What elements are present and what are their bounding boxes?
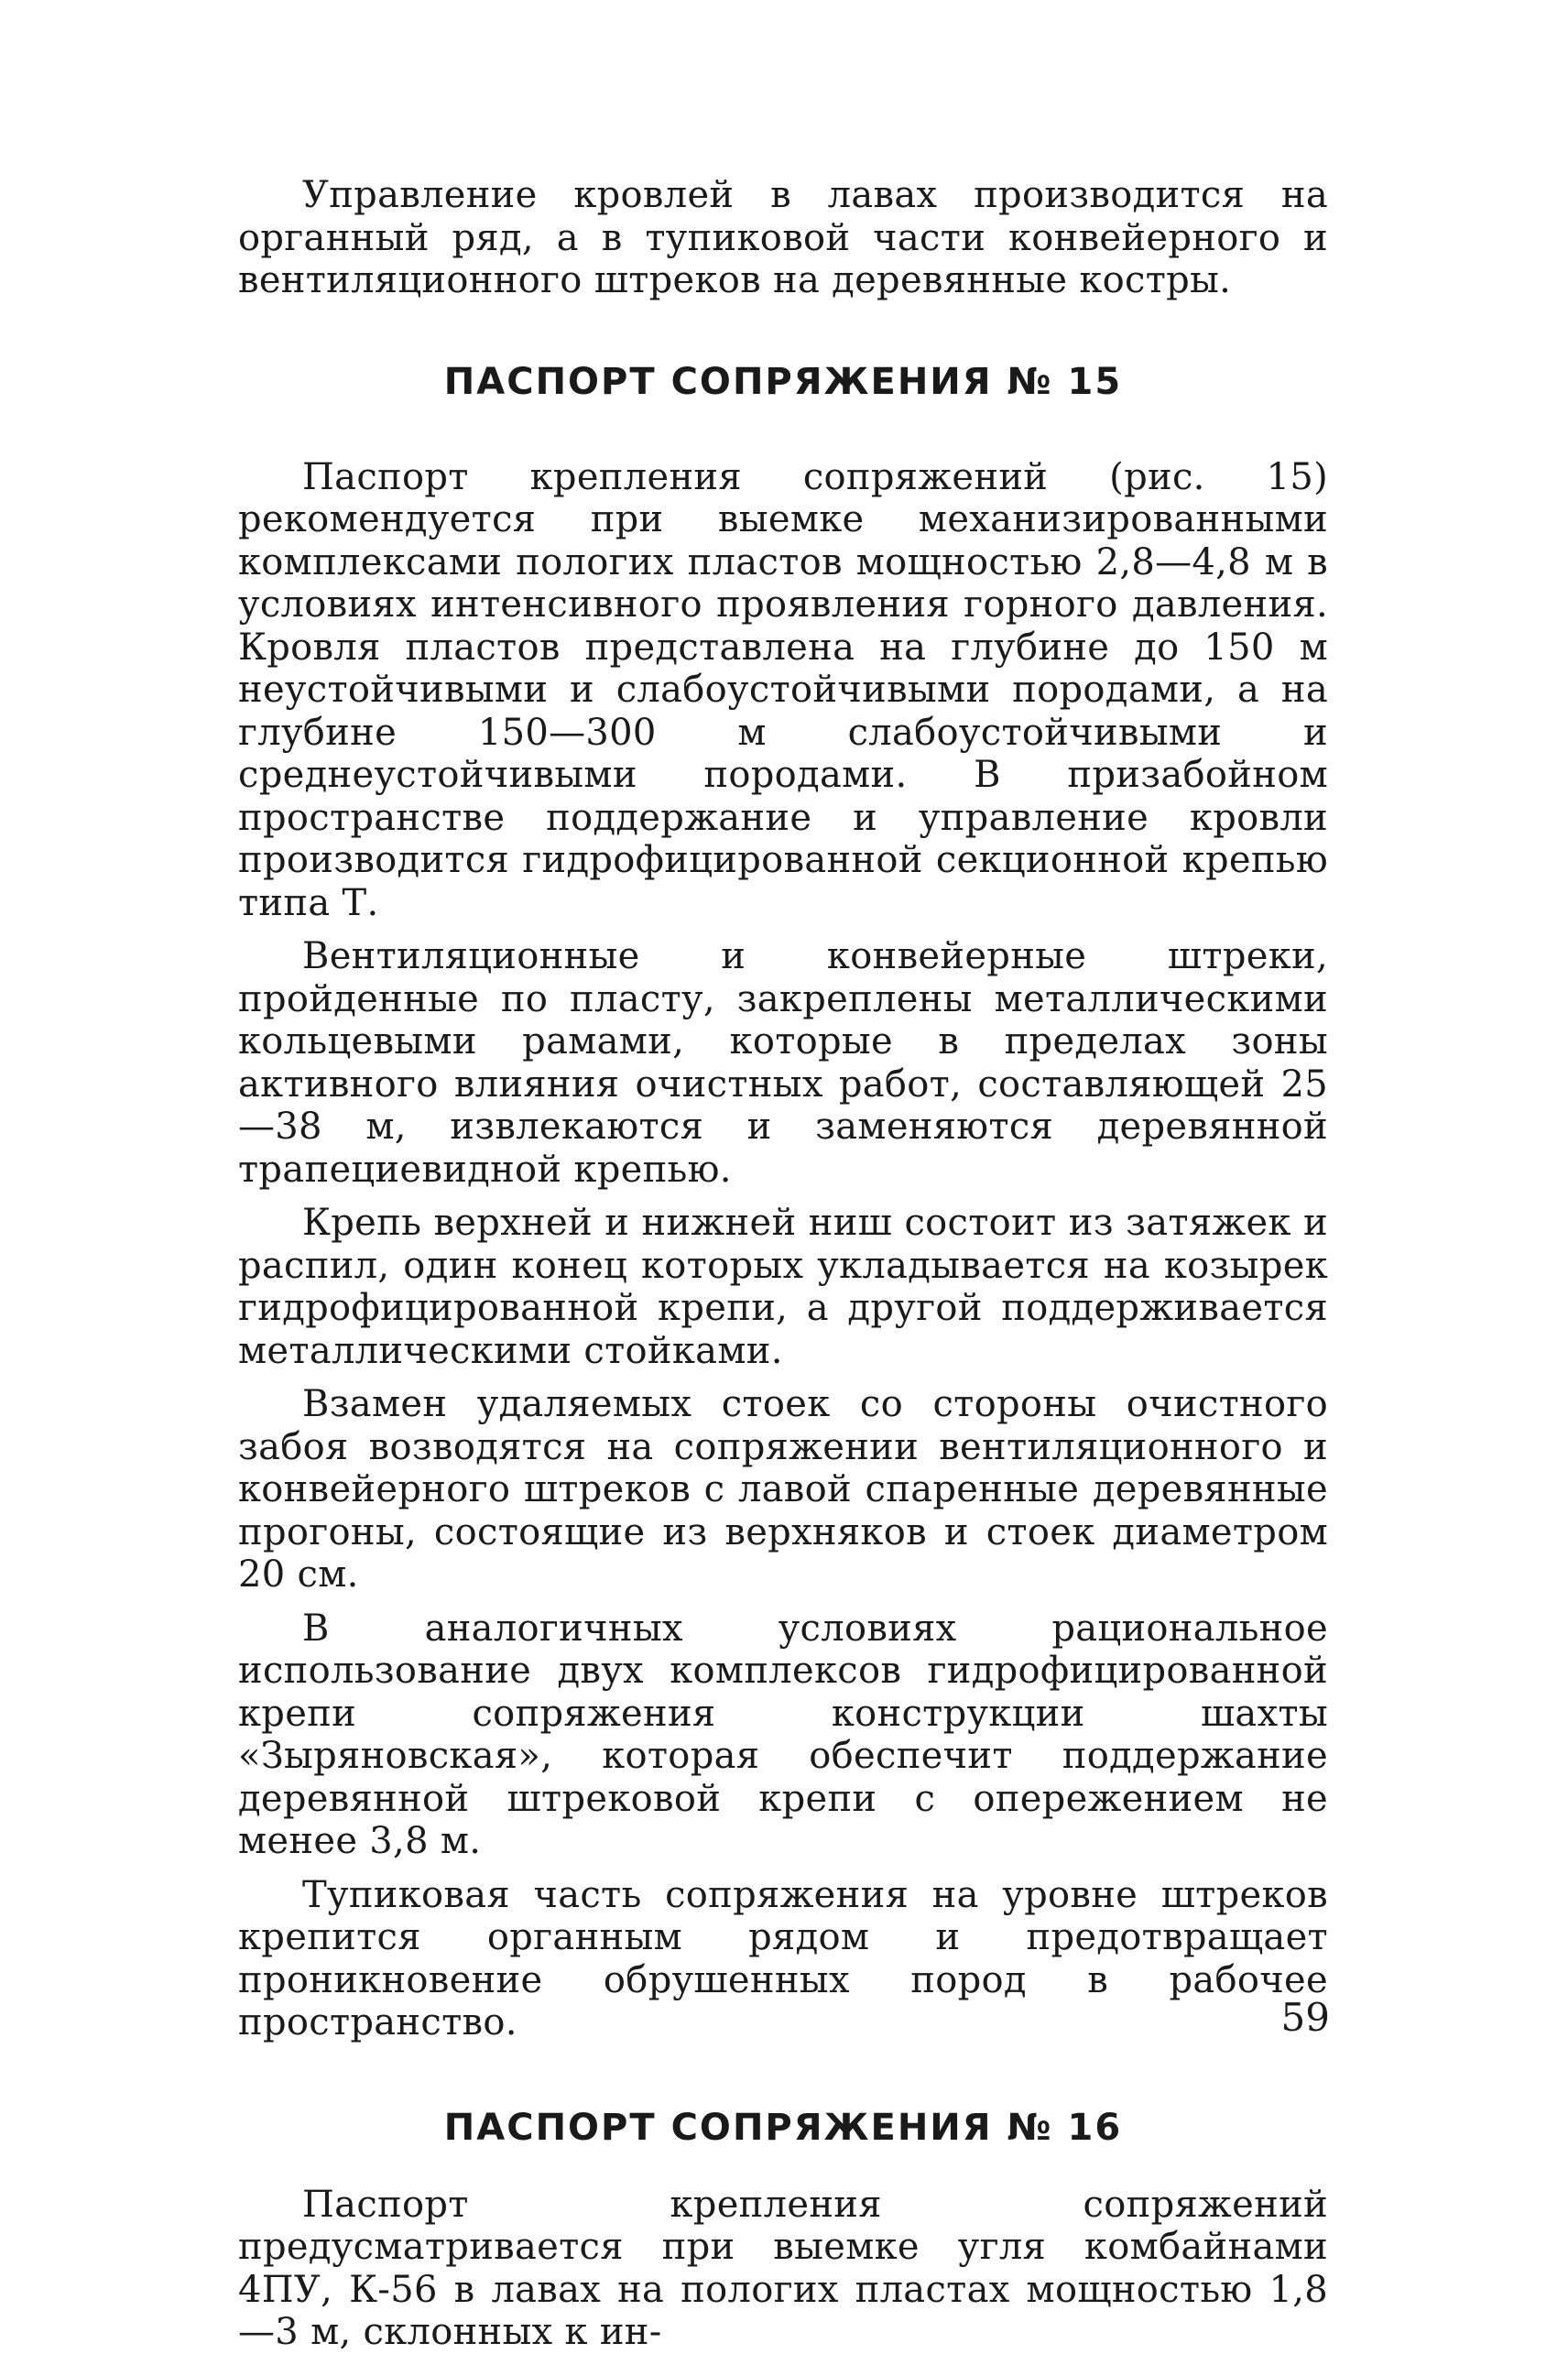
- section-15-paragraph-5: В аналогичных условиях рациональное использование двух комплексов гидрофицированной крепи сопряжения конструкции шахты «Зыряновская», которая обеспечит поддержание деревянной штрековой крепи с опережением не менее 3,8 м.: [238, 1607, 1328, 1862]
- section-15-paragraph-6: Тупиковая часть сопряжения на уровне штреков крепится органным рядом и предотвращает проникновение обрушенных пород в рабочее пространство.: [238, 1873, 1328, 2043]
- section-16-paragraph-1: Паспорт крепления сопряжений предусматривается при выемке угля комбайнами 4ПУ, К-56 в лавах на пологих пластах мощностью 1,8—3 м, склонных к ин-: [238, 2183, 1328, 2353]
- section-15-heading: ПАСПОРТ СОПРЯЖЕНИЯ № 15: [443, 360, 1123, 403]
- page-content: [238, 174, 1328, 2354]
- section-15-paragraph-4: Взамен удаляемых стоек со стороны очистного забоя возводятся на сопряжении вентиляционного и конвейерного штреков с лавой спаренные деревянные прогоны, состоящие из верхняков и стоек диаметром 20 см.: [238, 1383, 1328, 1596]
- intro-paragraph: Управление кровлей в лавах производится на органный ряд, а в тупиковой части конвейерного и вентиляционного штреков на деревянные костры.: [238, 174, 1328, 301]
- section-15-paragraph-1: Паспорт крепления сопряжений (рис. 15) рекомендуется при выемке механизированными комплексами пологих пластов мощностью 2,8—4,8 м в условиях интенсивного проявления горного давления. Кровля пластов представлена на глубине до 150 м неустойчивыми и слабоустойчивыми породами, а на глубине 150—300 м слабоустойчивыми и среднеустойчивыми породами. В призабойном пространстве поддержание и управление кровли производится гидрофицированной секционной крепью типа Т.: [238, 455, 1328, 924]
- section-15-paragraph-3: Крепь верхней и нижней ниш состоит из затяжек и распил, один конец которых укладывается на козырек гидрофицированной крепи, а другой поддерживается металлическими стойками.: [238, 1202, 1328, 1372]
- section-15-paragraph-2: Вентиляционные и конвейерные штреки, пройденные по пласту, закреплены металлическими кольцевыми рамами, которые в пределах зоны активного влияния очистных работ, составляющей 25—38 м, извлекаются и заменяются деревянной трапециевидной крепью.: [238, 935, 1328, 1191]
- page-number: 59: [1280, 1995, 1330, 2040]
- section-16-heading: ПАСПОРТ СОПРЯЖЕНИЯ № 16: [443, 2106, 1123, 2149]
